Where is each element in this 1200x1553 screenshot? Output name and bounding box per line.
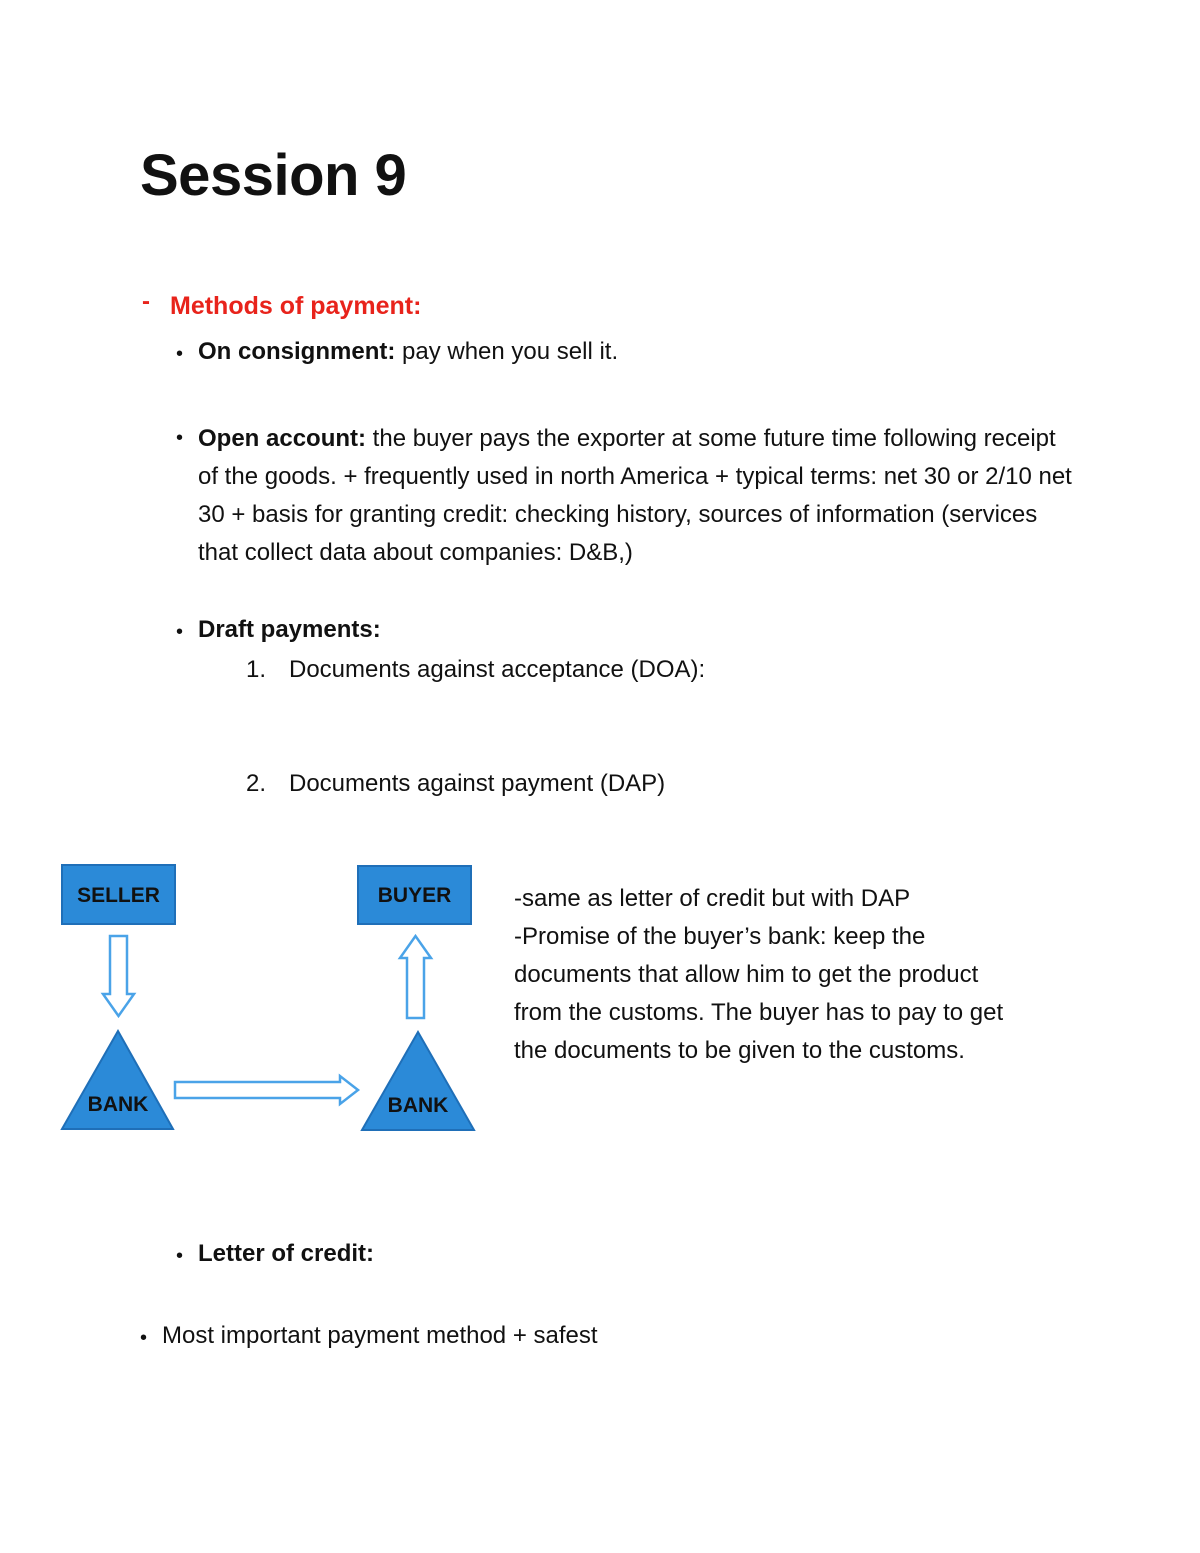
- bank-right-label: BANK: [387, 1094, 449, 1117]
- seller-node: [62, 865, 175, 924]
- item-letter-of-credit: [198, 1240, 374, 1268]
- bullet-most-important: •: [140, 1327, 148, 1349]
- note-line: from the customs. The buyer has to pay to get: [514, 999, 1004, 1026]
- buyer-label: BUYER: [377, 884, 452, 907]
- section-heading: Methods of payment:: [170, 292, 422, 320]
- open-account-term: Open account:: [198, 425, 367, 452]
- page-title: Session 9: [140, 143, 407, 208]
- arrow-up-icon: [400, 936, 431, 1018]
- item-most-important: Most important payment method + safest: [162, 1322, 598, 1349]
- draft-sub1-number: 1.: [246, 656, 267, 683]
- note-line: documents that allow him to get the product: [514, 961, 979, 988]
- bank-left-label: BANK: [87, 1093, 149, 1116]
- note-line: the documents to be given to the customs.: [514, 1037, 965, 1064]
- draft-sub2-number: 2.: [246, 770, 267, 797]
- seller-label: SELLER: [77, 884, 160, 907]
- arrow-right-icon: [175, 1076, 358, 1104]
- bullet-consignment: •: [176, 343, 184, 365]
- draft-sub1-text: Documents against acceptance (DOA):: [289, 656, 706, 683]
- bank-right-node: [362, 1032, 474, 1130]
- draft-sub2-text: Documents against payment (DAP): [289, 770, 666, 797]
- note-line: -Promise of the buyer’s bank: keep the: [514, 923, 926, 950]
- buyer-node: [358, 866, 471, 924]
- note-line: -same as letter of credit but with DAP: [514, 885, 911, 912]
- section-dash: -: [142, 288, 150, 315]
- bullet-open-account: •: [176, 427, 184, 449]
- bullet-draft: •: [176, 621, 184, 643]
- letter-of-credit-term: Letter of credit:: [198, 1240, 375, 1267]
- open-account-text: the buyer pays the exporter at some future time following receipt of the goods. + frequently used in north America + typical terms: net 30 or 2/10 net 30 + basis for granting credit: checking history, sources of information (services that collect data about companies: D&B,): [198, 425, 1072, 566]
- consignment-term: On consignment:: [198, 338, 396, 365]
- consignment-text: pay when you sell it.: [395, 338, 619, 365]
- arrow-down-icon: [103, 936, 134, 1016]
- draft-term: Draft payments:: [198, 616, 381, 643]
- bullet-letter-of-credit: •: [176, 1245, 184, 1267]
- dap-note: [514, 880, 1074, 1070]
- bank-left-node: [62, 1031, 173, 1129]
